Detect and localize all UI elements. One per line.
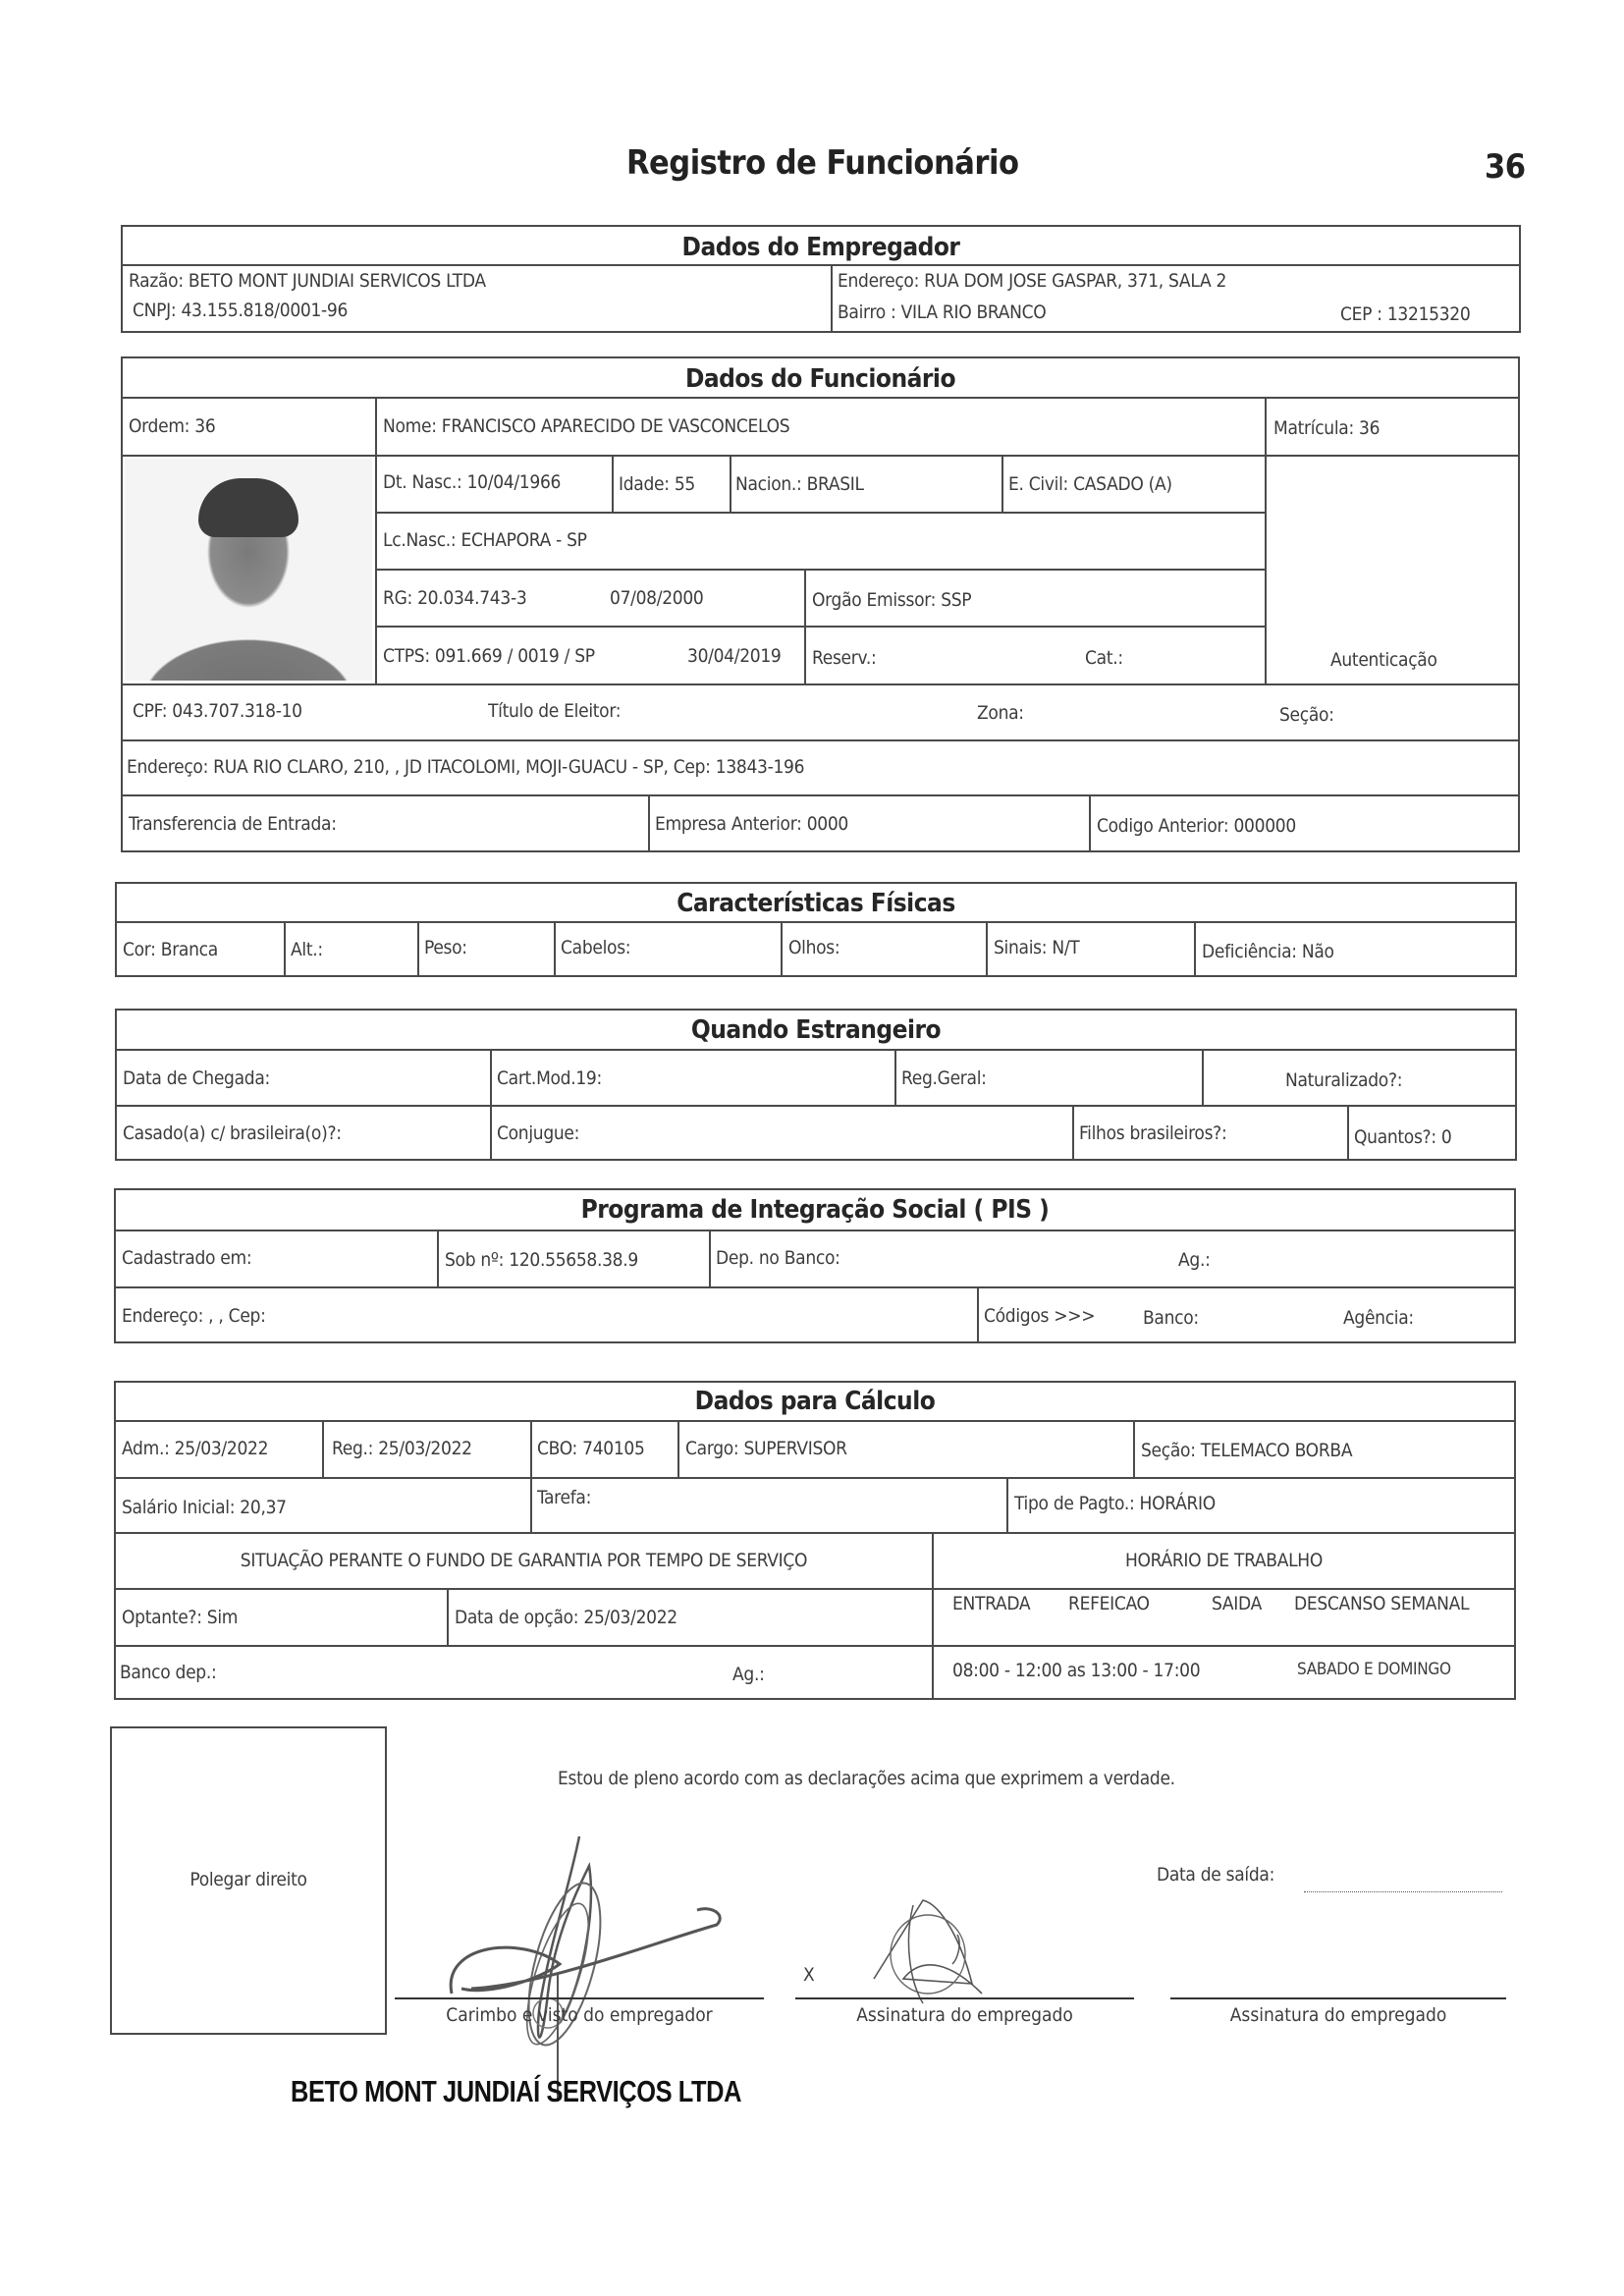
employee-ordem: Ordem: 36: [129, 415, 216, 437]
employee-orgao-emissor: Orgão Emissor: SSP: [812, 589, 972, 611]
physical-sinais: Sinais: N/T: [994, 937, 1080, 958]
divider: [781, 921, 783, 975]
employee-rg: RG: 20.034.743-3: [383, 587, 527, 609]
physical-peso: Peso:: [424, 937, 467, 958]
divider: [123, 264, 1519, 266]
foreigner-casado-brasileira: Casado(a) c/ brasileira(o)?:: [123, 1122, 342, 1144]
pis-section: [114, 1188, 1516, 1343]
calc-section: [114, 1381, 1516, 1700]
employee-ctps-data: 30/04/2019: [687, 645, 782, 667]
employer-section: [121, 225, 1521, 333]
divider: [894, 1049, 896, 1105]
record-number: 36: [1485, 147, 1526, 187]
divider: [116, 1532, 1514, 1534]
page-title: Registro de Funcionário: [626, 143, 1019, 183]
divider: [284, 921, 286, 975]
employee-signature-line-2: [1170, 1997, 1506, 1999]
pis-section-title: Programa de Integração Social ( PIS ): [580, 1195, 1050, 1225]
divider: [117, 921, 1515, 923]
divider: [116, 1230, 1514, 1231]
divider: [375, 626, 1265, 628]
declaration-text: Estou de pleno acordo com as declarações acima que exprimem a verdade.: [558, 1768, 1175, 1789]
divider: [977, 1286, 979, 1341]
pis-agencia: Agência:: [1343, 1307, 1414, 1329]
employee-cpf: CPF: 043.707.318-10: [133, 700, 302, 722]
exit-date-label: Data de saída:: [1157, 1864, 1275, 1886]
divider: [117, 1049, 1515, 1051]
horario-header-descanso: DESCANSO SEMANAL: [1294, 1593, 1470, 1614]
foreigner-cart-mod19: Cart.Mod.19:: [497, 1067, 602, 1089]
employer-signature-line: [395, 1997, 764, 1999]
employee-photo: [125, 459, 372, 681]
employee-secao: Seção:: [1279, 704, 1334, 726]
divider: [116, 1477, 1514, 1479]
employee-empresa-anterior: Empresa Anterior: 0000: [655, 813, 848, 835]
divider: [375, 397, 377, 683]
physical-section: [115, 882, 1517, 977]
employee-estado-civil: E. Civil: CASADO (A): [1008, 473, 1172, 495]
employee-dt-nasc: Dt. Nasc.: 10/04/1966: [383, 471, 562, 493]
divider: [1072, 1105, 1074, 1159]
divider: [530, 1477, 532, 1532]
thumbprint-box: [110, 1726, 387, 2035]
divider: [417, 921, 419, 975]
employee-matricula: Matrícula: 36: [1273, 417, 1380, 439]
calc-optante: Optante?: Sim: [122, 1607, 239, 1628]
employee-idade: Idade: 55: [619, 473, 695, 495]
physical-olhos: Olhos:: [788, 937, 840, 958]
employer-cep: CEP : 13215320: [1340, 303, 1471, 325]
employer-endereco: Endereço: RUA DOM JOSE GASPAR, 371, SALA 2: [838, 270, 1227, 292]
divider: [116, 1588, 1514, 1590]
divider: [447, 1588, 449, 1645]
calc-secao: Seção: TELEMACO BORBA: [1141, 1440, 1353, 1461]
divider: [986, 921, 988, 975]
foreigner-naturalizado: Naturalizado?:: [1285, 1069, 1403, 1091]
physical-section-title: Características Físicas: [677, 889, 955, 918]
employee-signature: [864, 1886, 1031, 2013]
divider: [612, 455, 614, 512]
horario-header-refeicao: REFEICAO: [1068, 1593, 1150, 1614]
employee-signature-line-1: [795, 1997, 1134, 1999]
divider: [375, 569, 1265, 571]
foreigner-data-chegada: Data de Chegada:: [123, 1067, 270, 1089]
divider: [677, 1420, 679, 1477]
divider: [116, 1420, 1514, 1422]
company-stamp: BETO MONT JUNDIAÍ SERVIÇOS LTDA: [291, 2074, 742, 2108]
employee-reserv: Reserv.:: [812, 647, 877, 669]
foreigner-filhos-brasileiros: Filhos brasileiros?:: [1079, 1122, 1227, 1144]
divider: [1001, 455, 1003, 512]
divider: [437, 1230, 439, 1286]
pis-cadastrado-em: Cadastrado em:: [122, 1247, 252, 1269]
divider: [116, 1286, 1514, 1288]
calc-agencia: Ag.:: [732, 1664, 765, 1685]
divider: [123, 455, 1518, 457]
divider: [123, 794, 1518, 796]
divider: [1202, 1049, 1204, 1105]
foreigner-conjugue: Conjugue:: [497, 1122, 580, 1144]
divider: [1133, 1420, 1135, 1477]
calc-salario-inicial: Salário Inicial: 20,37: [122, 1497, 287, 1518]
calc-banco-deposito: Banco dep.:: [120, 1662, 217, 1683]
pis-agencia-deposito: Ag.:: [1178, 1249, 1211, 1271]
employee-nome: Nome: FRANCISCO APARECIDO DE VASCONCELOS: [383, 415, 790, 437]
foreigner-section-title: Quando Estrangeiro: [690, 1015, 942, 1045]
divider: [1089, 794, 1091, 850]
divider: [831, 264, 833, 331]
horario-header-entrada: ENTRADA: [952, 1593, 1031, 1614]
employee-rg-data: 07/08/2000: [610, 587, 704, 609]
divider: [648, 794, 650, 850]
employee-cat: Cat.:: [1085, 647, 1123, 669]
calc-data-opcao: Data de opção: 25/03/2022: [455, 1607, 677, 1628]
divider: [1265, 397, 1267, 683]
foreigner-section: [115, 1009, 1517, 1161]
divider: [116, 1645, 1514, 1647]
divider: [375, 512, 1265, 514]
employee-ctps: CTPS: 091.669 / 0019 / SP: [383, 645, 595, 667]
pis-codigos: Códigos >>>: [984, 1305, 1096, 1327]
employee-section: [121, 356, 1520, 852]
employee-endereco: Endereço: RUA RIO CLARO, 210, , JD ITACOLOMI, MOJI-GUACU - SP, Cep: 13843-196: [127, 756, 805, 778]
divider: [554, 921, 556, 975]
employee-signature-label-2: Assinatura do empregado: [1229, 2004, 1447, 2026]
calc-registro: Reg.: 25/03/2022: [332, 1438, 472, 1459]
calc-fgts-title: SITUAÇÃO PERANTE O FUNDO DE GARANTIA POR TEMPO DE SERVIÇO: [240, 1550, 808, 1571]
pis-numero: Sob nº: 120.55658.38.9: [445, 1249, 638, 1271]
foreigner-reg-geral: Reg.Geral:: [901, 1067, 987, 1089]
exit-date-field[interactable]: [1304, 1891, 1502, 1892]
divider: [322, 1420, 324, 1477]
calc-tarefa: Tarefa:: [537, 1487, 592, 1508]
employer-razao: Razão: BETO MONT JUNDIAI SERVICOS LTDA: [129, 270, 486, 292]
horario-descanso-valor: SABADO E DOMINGO: [1297, 1660, 1451, 1679]
divider: [709, 1230, 711, 1286]
calc-section-title: Dados para Cálculo: [694, 1387, 936, 1416]
calc-cbo: CBO: 740105: [537, 1438, 645, 1459]
photo-hair: [198, 478, 298, 537]
thumbprint-label: Polegar direito: [189, 1869, 307, 1890]
employer-signature: [432, 1827, 746, 2102]
x-mark: X: [803, 1964, 815, 1986]
employee-section-title: Dados do Funcionário: [684, 364, 956, 394]
employee-signature-label-1: Assinatura do empregado: [856, 2004, 1073, 2026]
divider: [117, 1105, 1515, 1107]
divider: [123, 397, 1518, 399]
calc-cargo: Cargo: SUPERVISOR: [685, 1438, 847, 1459]
employer-cnpj: CNPJ: 43.155.818/0001-96: [133, 300, 349, 321]
divider: [123, 683, 1518, 685]
physical-cabelos: Cabelos:: [561, 937, 631, 958]
employer-signature-label: Carimbo e visto do empregador: [446, 2004, 713, 2026]
divider: [730, 455, 731, 512]
horario-header-saida: SAIDA: [1212, 1593, 1262, 1614]
employer-bairro: Bairro : VILA RIO BRANCO: [838, 301, 1047, 323]
employee-local-nascimento: Lc.Nasc.: ECHAPORA - SP: [383, 529, 587, 551]
horario-valores: 08:00 - 12:00 as 13:00 - 17:00: [952, 1660, 1201, 1681]
foreigner-quantos: Quantos?: 0: [1354, 1126, 1452, 1148]
calc-admissao: Adm.: 25/03/2022: [122, 1438, 269, 1459]
employee-codigo-anterior: Codigo Anterior: 000000: [1097, 815, 1296, 837]
divider: [1347, 1105, 1349, 1159]
calc-tipo-pagto: Tipo de Pagto.: HORÁRIO: [1014, 1493, 1216, 1514]
pis-endereco: Endereço: , , Cep:: [122, 1305, 266, 1327]
divider: [123, 739, 1518, 741]
employee-autenticacao: Autenticação: [1330, 649, 1437, 671]
employer-section-title: Dados do Empregador: [681, 233, 960, 262]
physical-deficiencia: Deficiência: Não: [1202, 941, 1334, 962]
physical-altura: Alt.:: [291, 939, 323, 960]
employee-titulo-eleitor: Título de Eleitor:: [488, 700, 622, 722]
employee-nacionalidade: Nacion.: BRASIL: [735, 473, 864, 495]
divider: [530, 1420, 532, 1477]
pis-dep-banco: Dep. no Banco:: [716, 1247, 840, 1269]
divider: [1006, 1477, 1008, 1532]
physical-cor: Cor: Branca: [123, 939, 218, 960]
calc-horario-title: HORÁRIO DE TRABALHO: [1124, 1550, 1324, 1571]
employee-transferencia: Transferencia de Entrada:: [129, 813, 337, 835]
divider: [490, 1049, 492, 1159]
pis-banco: Banco:: [1143, 1307, 1199, 1329]
divider: [1194, 921, 1196, 975]
employee-zona: Zona:: [977, 702, 1024, 724]
